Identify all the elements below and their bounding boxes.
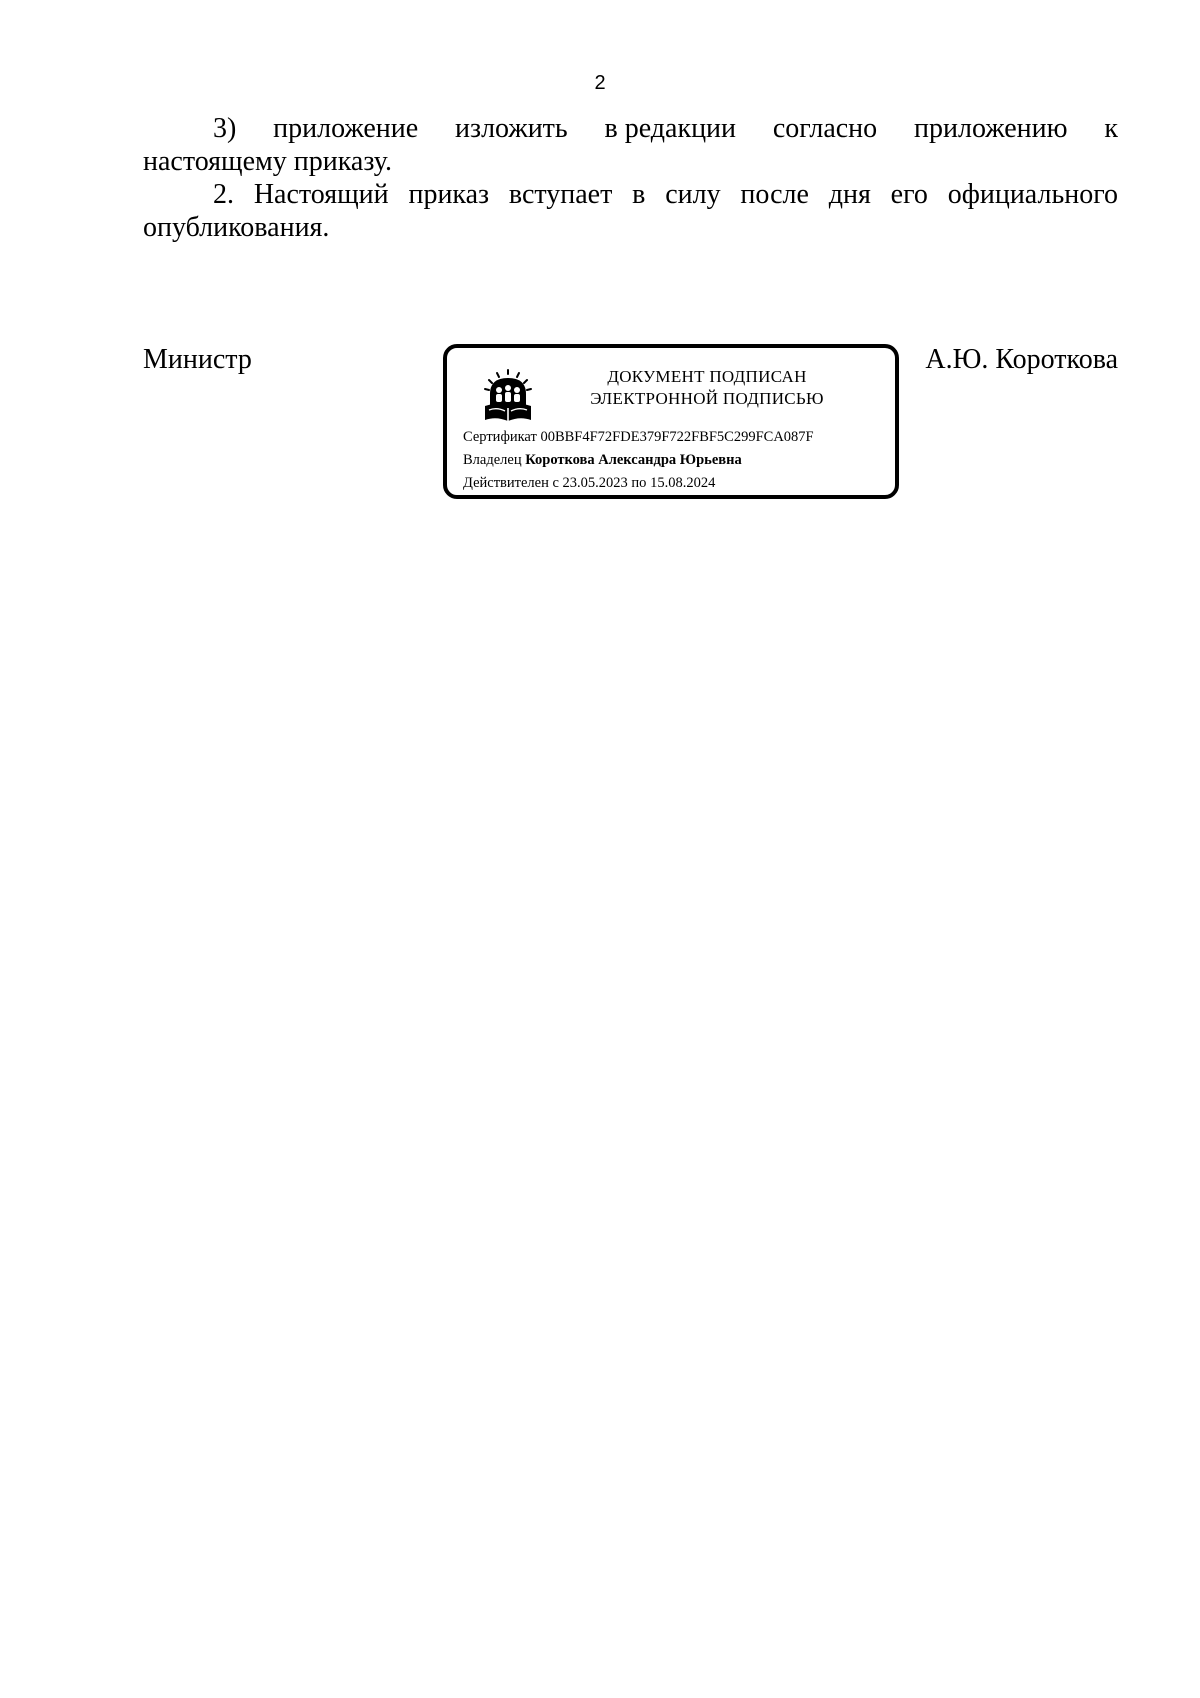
signatory-title: Министр xyxy=(143,344,252,375)
valid-label: Действителен xyxy=(463,475,549,491)
signatory-name: А.Ю. Короткова xyxy=(925,344,1118,375)
word: приложение xyxy=(273,113,419,144)
valid-to-word: по xyxy=(631,475,647,491)
valid-to-date: 15.08.2024 xyxy=(650,475,716,491)
stamp-heading-line2: ЭЛЕКТРОННОЙ ПОДПИСЬЮ xyxy=(590,389,824,408)
certificate-label: Сертификат xyxy=(463,429,537,445)
word: изложить xyxy=(455,113,568,144)
document-body xyxy=(143,112,1118,244)
valid-from-date: 23.05.2023 xyxy=(562,475,628,491)
stamp-owner-line xyxy=(463,449,814,472)
stamp-certificate-line xyxy=(463,426,814,449)
paragraph-2: 2. Настоящий приказ вступает в силу после дня его официального опубликования. xyxy=(143,179,1118,243)
page-number: 2 xyxy=(594,72,606,94)
certificate-value: 00BBF4F72FDE379F722FBF5C299FCA087F xyxy=(540,429,814,445)
stamp-details xyxy=(463,426,814,495)
paragraph-item-3-line2: настоящему приказу. xyxy=(143,146,393,177)
word: к xyxy=(1104,113,1118,144)
stamp-validity-line xyxy=(463,472,814,495)
paragraph-item-3-line1 xyxy=(143,112,1118,145)
owner-label: Владелец xyxy=(463,452,522,468)
word: приложению xyxy=(914,113,1068,144)
word: согласно xyxy=(772,113,878,144)
owner-value: Короткова Александра Юрьевна xyxy=(525,452,742,468)
valid-from-word: с xyxy=(552,475,559,491)
regional-coat-of-arms-icon xyxy=(483,368,533,422)
word: в редакции xyxy=(604,113,737,144)
stamp-heading xyxy=(547,366,867,410)
electronic-signature-stamp xyxy=(443,344,899,499)
word: 3) xyxy=(213,113,237,144)
stamp-heading-line1: ДОКУМЕНТ ПОДПИСАН xyxy=(607,367,807,386)
